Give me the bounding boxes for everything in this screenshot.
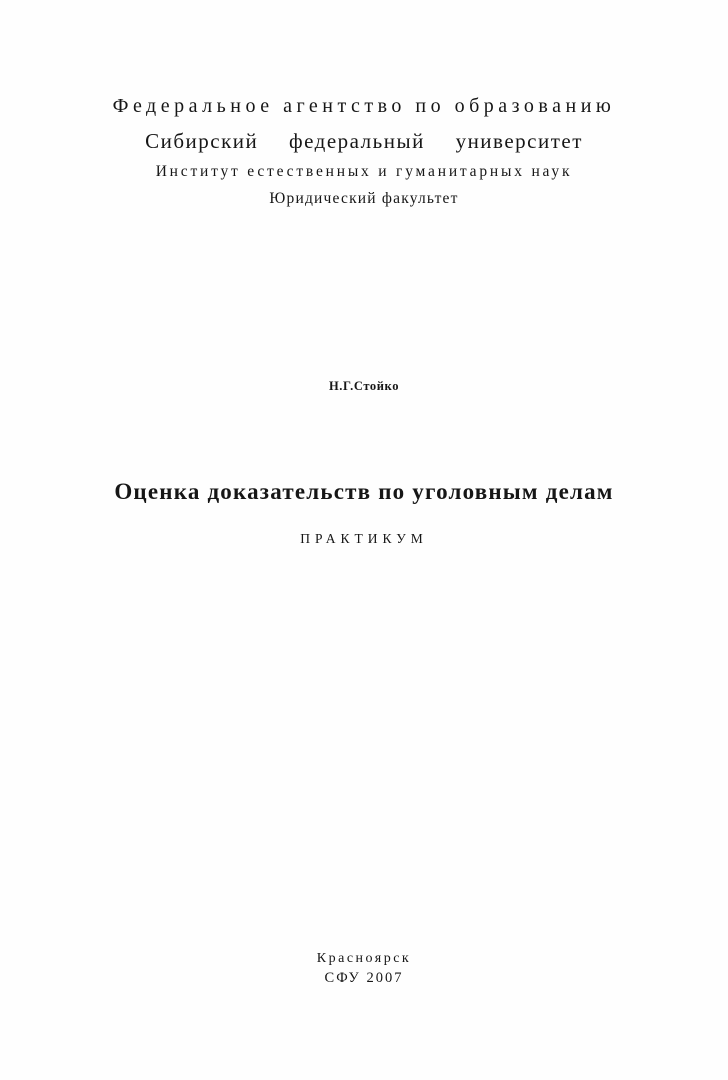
document-title: Оценка доказательств по уголовным делам <box>114 479 614 504</box>
author-name: Н.Г.Стойко <box>328 379 400 393</box>
footer-city: Красноярск <box>316 951 412 966</box>
header-university: Сибирский федеральный университет <box>145 129 583 153</box>
footer-publisher-year: СФУ 2007 <box>324 970 404 986</box>
document-subtitle: ПРАКТИКУМ <box>300 531 428 546</box>
header-faculty: Юридический факультет <box>269 190 459 207</box>
header-agency: Федеральное агентство по образованию <box>112 95 616 117</box>
header-institute: Институт естественных и гуманитарных наук <box>155 163 573 180</box>
